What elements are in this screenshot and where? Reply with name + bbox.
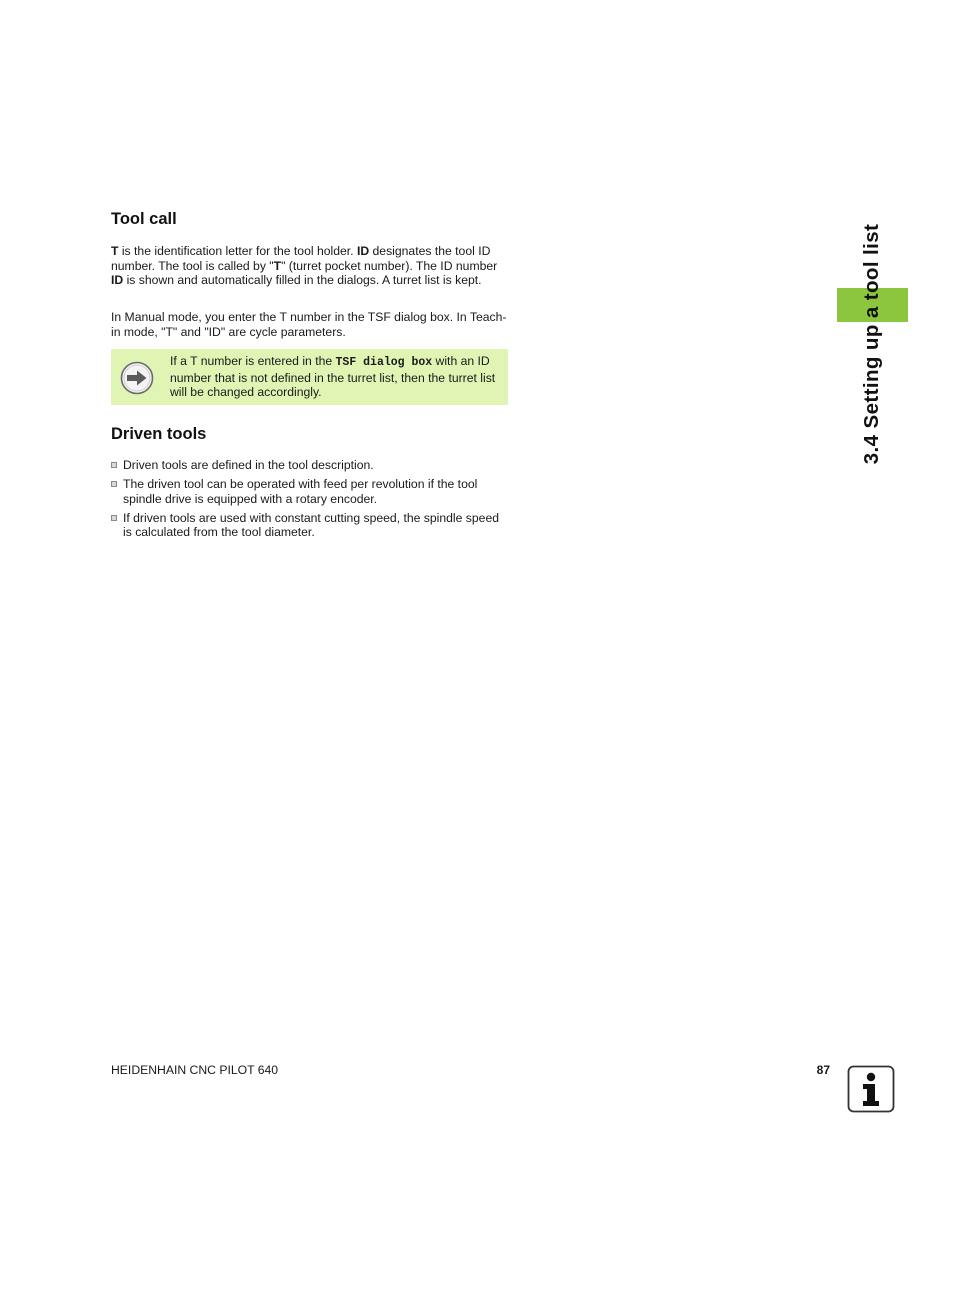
note-text — [170, 354, 502, 400]
text-run: " (turret pocket number). The ID number — [281, 258, 498, 273]
text-bold-t: T — [111, 244, 119, 258]
text-bold-t: T — [273, 258, 282, 273]
info-icon — [847, 1065, 895, 1113]
note-box — [111, 349, 508, 405]
arrow-right-icon — [120, 361, 154, 395]
page-number: 87 — [816, 1063, 830, 1077]
chapter-side-title-text: 3.4 Setting up a tool list — [860, 223, 884, 465]
tool-call-paragraph-2: In Manual mode, you enter the T number in the TSF dialog box. In Teach-in mode, "T" and "ID" are cycle parameters. — [111, 310, 507, 339]
footer-product-name: HEIDENHAIN CNC PILOT 640 — [111, 1063, 279, 1077]
text-run: If a T number is entered in the — [170, 354, 336, 368]
list-item: The driven tool can be operated with feed per revolution if the tool spindle drive is equipped with a rotary encoder. — [111, 477, 511, 506]
text-bold-id: ID — [356, 244, 370, 258]
text-run: designates the tool ID number. The tool is called by " — [111, 244, 491, 273]
driven-tools-list — [111, 458, 511, 544]
text-run: is the identification letter for the tool holder. — [118, 244, 357, 258]
text-bold-id: ID — [111, 273, 124, 288]
heading-tool-call: Tool call — [111, 210, 177, 228]
text-code-tsf: TSF dialog box — [335, 356, 433, 369]
chapter-side-title — [852, 213, 892, 475]
list-item: Driven tools are defined in the tool description. — [111, 458, 511, 473]
heading-driven-tools: Driven tools — [111, 425, 207, 443]
tool-call-paragraph-1 — [111, 244, 511, 288]
text-run: with an ID number that is not defined in the turret list, then the turret list will be changed accordingly. — [170, 354, 496, 400]
text-run: is shown and automatically filled in the dialogs. A turret list is kept. — [123, 273, 482, 288]
list-item: If driven tools are used with constant cutting speed, the spindle speed is calculated from the tool diameter. — [111, 511, 511, 540]
